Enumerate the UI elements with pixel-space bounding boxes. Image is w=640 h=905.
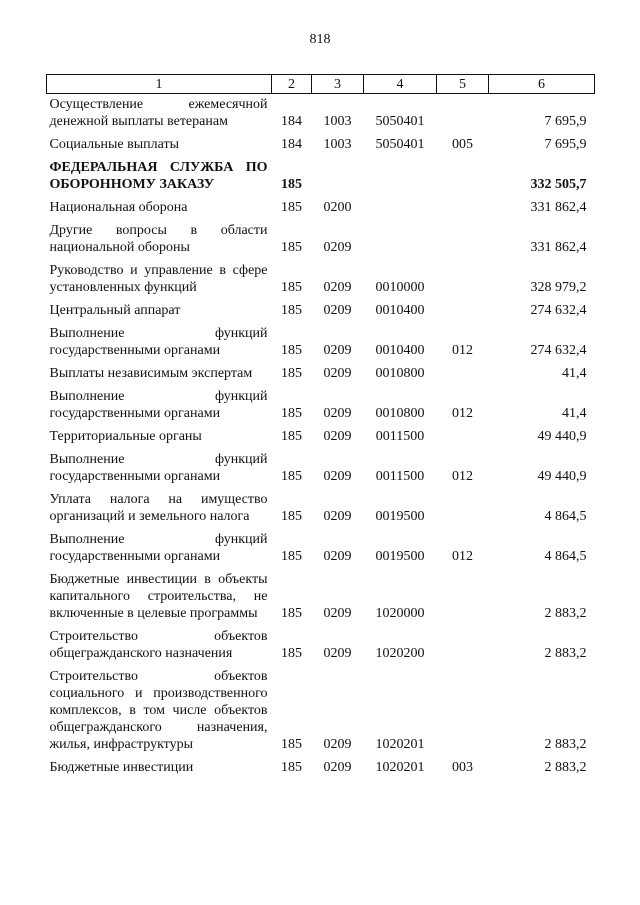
row-col5-cell: 003 xyxy=(452,760,473,775)
row-col4-cell: 1020201 xyxy=(375,760,425,775)
row-col4-cell: 0011500 xyxy=(375,429,425,444)
row-amount-cell: 4 864,5 xyxy=(544,509,587,524)
row-amount-cell: 274 632,4 xyxy=(530,343,587,358)
row-col4-cell: 0019500 xyxy=(375,509,425,524)
row-col3-cell: 0209 xyxy=(323,760,352,775)
row-col4-cell: 0010000 xyxy=(375,280,425,295)
row-col4-cell: 0010800 xyxy=(375,366,425,381)
row-amount-cell: 4 864,5 xyxy=(544,549,587,564)
row-col4-cell: 5050401 xyxy=(375,137,425,152)
row-col5-cell xyxy=(437,218,489,258)
table-row xyxy=(47,447,595,487)
row-name-cell: Строительство объектов общегражданского назначения xyxy=(49,629,268,661)
row-col3-cell: 0209 xyxy=(323,509,352,524)
row-col2-cell: 185 xyxy=(281,366,302,381)
row-col2-cell: 185 xyxy=(281,760,302,775)
row-col3-cell xyxy=(312,155,364,195)
row-col2-cell: 185 xyxy=(281,406,302,421)
column-header-6: 6 xyxy=(489,75,595,94)
row-col3-cell: 0209 xyxy=(323,240,352,255)
table-row xyxy=(47,321,595,361)
row-col2-cell: 185 xyxy=(281,549,302,564)
row-amount-cell: 274 632,4 xyxy=(530,303,587,318)
row-col4-cell: 0010400 xyxy=(375,343,425,358)
row-amount-cell: 41,4 xyxy=(562,366,587,381)
header-row xyxy=(47,75,595,94)
row-name-cell: Выплаты независимым экспертам xyxy=(49,366,253,381)
row-col3-cell: 0209 xyxy=(323,280,352,295)
row-amount-cell: 2 883,2 xyxy=(544,606,587,621)
row-col3-cell: 0209 xyxy=(323,549,352,564)
row-amount-cell: 2 883,2 xyxy=(544,646,587,661)
table-row xyxy=(47,155,595,195)
row-col3-cell: 1003 xyxy=(323,137,352,152)
row-col2-cell: 185 xyxy=(281,509,302,524)
table-row xyxy=(47,132,595,155)
row-name-cell: Бюджетные инвестиции в объекты капитального строительства, не включенные в целевые программы xyxy=(49,572,268,621)
row-col2-cell: 185 xyxy=(281,303,302,318)
row-col3-cell: 0200 xyxy=(323,200,352,215)
row-col4-cell: 1020201 xyxy=(375,737,425,752)
column-header-5: 5 xyxy=(437,75,489,94)
row-col5-cell: 012 xyxy=(452,469,473,484)
table-row xyxy=(47,424,595,447)
table-row xyxy=(47,624,595,664)
row-col5-cell: 005 xyxy=(452,137,473,152)
row-amount-cell: 7 695,9 xyxy=(544,114,587,129)
row-amount-cell: 7 695,9 xyxy=(544,137,587,152)
row-name-cell: Центральный аппарат xyxy=(49,303,181,318)
table-row xyxy=(47,195,595,218)
row-col4-cell xyxy=(364,218,437,258)
row-col5-cell xyxy=(437,258,489,298)
row-amount-cell: 331 862,4 xyxy=(530,240,587,255)
row-col5-cell: 012 xyxy=(452,549,473,564)
row-amount-cell: 49 440,9 xyxy=(537,469,587,484)
row-col4-cell: 0011500 xyxy=(375,469,425,484)
table-row xyxy=(47,487,595,527)
table-row xyxy=(47,361,595,384)
row-col3-cell: 0209 xyxy=(323,406,352,421)
row-col4-cell: 1020000 xyxy=(375,606,425,621)
row-col5-cell: 012 xyxy=(452,406,473,421)
row-col2-cell: 185 xyxy=(281,606,302,621)
row-col3-cell: 0209 xyxy=(323,469,352,484)
row-col3-cell: 0209 xyxy=(323,303,352,318)
row-name-cell: Осуществление ежемесячной денежной выплаты ветеранам xyxy=(49,97,268,129)
row-name-cell: Другие вопросы в области национальной обороны xyxy=(49,223,268,255)
page-number: 818 xyxy=(309,32,331,47)
row-col5-cell xyxy=(437,624,489,664)
row-col5-cell: 012 xyxy=(452,343,473,358)
table-row xyxy=(47,755,595,778)
table-body xyxy=(47,94,595,779)
row-col5-cell xyxy=(437,567,489,624)
row-col5-cell xyxy=(437,298,489,321)
table-row xyxy=(47,298,595,321)
row-amount-cell: 332 505,7 xyxy=(530,177,587,192)
budget-table xyxy=(46,74,595,778)
row-col2-cell: 185 xyxy=(281,646,302,661)
row-col4-cell xyxy=(364,195,437,218)
table-row xyxy=(47,567,595,624)
table-row xyxy=(47,258,595,298)
row-col3-cell: 0209 xyxy=(323,366,352,381)
column-header-3: 3 xyxy=(312,75,364,94)
row-col5-cell xyxy=(437,94,489,133)
table-row xyxy=(47,384,595,424)
row-name-cell: Бюджетные инвестиции xyxy=(49,760,194,775)
row-amount-cell: 328 979,2 xyxy=(530,280,587,295)
row-name-cell: Социальные выплаты xyxy=(49,137,180,152)
column-header-4: 4 xyxy=(364,75,437,94)
row-col2-cell: 185 xyxy=(281,429,302,444)
column-header-1: 1 xyxy=(47,75,272,94)
row-col5-cell xyxy=(437,155,489,195)
row-col2-cell: 185 xyxy=(281,737,302,752)
row-col3-cell: 0209 xyxy=(323,429,352,444)
row-col4-cell: 0019500 xyxy=(375,549,425,564)
row-col3-cell: 0209 xyxy=(323,606,352,621)
row-col2-cell: 185 xyxy=(281,200,302,215)
row-col5-cell xyxy=(437,424,489,447)
row-col2-cell: 185 xyxy=(281,343,302,358)
row-amount-cell: 2 883,2 xyxy=(544,760,587,775)
row-col5-cell xyxy=(437,195,489,218)
row-name-cell: Выполнение функций государственными органами xyxy=(49,532,268,564)
row-col2-cell: 185 xyxy=(281,280,302,295)
row-name-cell: Национальная оборона xyxy=(49,200,188,215)
row-name-cell: Строительство объектов социального и производственного комплексов, в том числе объектов общегражданского назначения, жилья, инфраструктуры xyxy=(49,669,268,752)
row-amount-cell: 331 862,4 xyxy=(530,200,587,215)
table-row xyxy=(47,94,595,133)
row-amount-cell: 2 883,2 xyxy=(544,737,587,752)
row-col2-cell: 184 xyxy=(281,137,302,152)
row-col3-cell: 0209 xyxy=(323,343,352,358)
row-col3-cell: 0209 xyxy=(323,646,352,661)
row-name-cell: Выполнение функций государственными органами xyxy=(49,452,268,484)
table-row xyxy=(47,664,595,755)
row-col4-cell: 5050401 xyxy=(375,114,425,129)
row-col4-cell: 0010800 xyxy=(375,406,425,421)
row-col2-cell: 185 xyxy=(281,177,302,192)
row-name-cell: ФЕДЕРАЛЬНАЯ СЛУЖБА ПО ОБОРОННОМУ ЗАКАЗУ xyxy=(49,160,268,192)
row-col3-cell: 0209 xyxy=(323,737,352,752)
table-row xyxy=(47,527,595,567)
row-col5-cell xyxy=(437,361,489,384)
row-col2-cell: 185 xyxy=(281,469,302,484)
row-name-cell: Выполнение функций государственными органами xyxy=(49,326,268,358)
row-name-cell: Уплата налога на имущество организаций и земельного налога xyxy=(49,492,268,524)
row-col4-cell xyxy=(364,155,437,195)
row-amount-cell: 41,4 xyxy=(562,406,587,421)
row-name-cell: Территориальные органы xyxy=(49,429,202,444)
row-col5-cell xyxy=(437,487,489,527)
row-col3-cell: 1003 xyxy=(323,114,352,129)
table-row xyxy=(47,218,595,258)
row-col5-cell xyxy=(437,664,489,755)
row-name-cell: Руководство и управление в сфере установленных функций xyxy=(49,263,268,295)
row-col4-cell: 1020200 xyxy=(375,646,425,661)
row-col2-cell: 184 xyxy=(281,114,302,129)
column-header-2: 2 xyxy=(272,75,312,94)
row-col4-cell: 0010400 xyxy=(375,303,425,318)
row-name-cell: Выполнение функций государственными органами xyxy=(49,389,268,421)
row-amount-cell: 49 440,9 xyxy=(537,429,587,444)
row-col2-cell: 185 xyxy=(281,240,302,255)
table-header xyxy=(47,75,595,94)
